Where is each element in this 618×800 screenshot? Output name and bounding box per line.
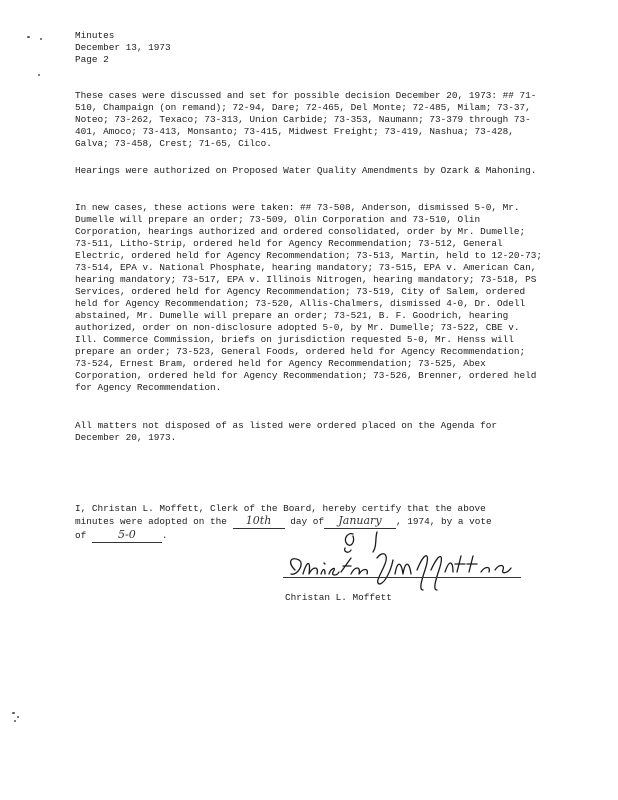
header-date: December 13, 1973 — [75, 42, 171, 53]
adoption-month-value: January — [338, 514, 382, 527]
signature-line — [283, 577, 521, 578]
adoption-day-value: 10th — [245, 514, 272, 527]
header-title: Minutes — [75, 30, 115, 41]
vote-value: 5-0 — [118, 528, 136, 541]
certification-text-d: of — [75, 530, 87, 541]
adoption-month-field — [324, 515, 396, 529]
document-header — [75, 30, 171, 66]
paragraph-cases-discussed: These cases were discussed and set for possible decision December 20, 1973: ## 71-510, Champaign (on remand); 72-94, Dare; 72-465, Del Monte; 72-485, Milam; 73-37, Noteo; 73-262, Texaco; 73-313, Union Carbide; 73-353, Naumann; 73-379 through 73-401, Amoco; 73-413, Monsanto; 73-415, Midwest Freight; 73-419, Nashua; 73-428, Galva; 73-458, Crest; 71-65, Cilco. — [75, 90, 537, 149]
certification-text-e: . — [161, 530, 168, 541]
paragraph-matters-agenda: All matters not disposed of as listed were ordered placed on the Agenda for December 20, 1973. — [75, 420, 497, 443]
paragraph-hearings-authorized: Hearings were authorized on Proposed Water Quality Amendments by Ozark & Mahoning. — [75, 165, 537, 176]
scan-speck — [40, 38, 42, 40]
certification-text-b: day of — [290, 516, 324, 527]
scan-speck — [38, 74, 40, 76]
signatory-name: Christan L. Moffett — [285, 592, 392, 603]
certification-text-c: , 1974, by a vote — [395, 516, 492, 527]
scan-speck — [27, 36, 30, 38]
scan-speck — [17, 716, 19, 718]
certification-line-2 — [75, 515, 555, 529]
certification-line-1: I, Christan L. Moffett, Clerk of the Board, hereby certify that the above — [75, 503, 486, 514]
certification-text-a: minutes were adopted on the — [75, 516, 227, 527]
paragraph-new-cases: In new cases, these actions were taken: ## 73-508, Anderson, dismissed 5-0, Mr. Dumelle will prepare an order; 73-509, Olin Corporation and 73-510, Olin Corporation, hearings authorized and ordered consolidated, order by Mr. Dumelle; 73-511, Litho-Strip, ordered held for Agency Recommendation; 73-512, General Electric, ordered held for Agency Recommendation; 73-513, Martin, held to 12-20-73; 73-514, EPA v. National Phosphate, hearing mandatory; 73-515, EPA v. American Can, hearing mandatory; 73-517, EPA v. Illinois Nitrogen, hearing mandatory; 73-518, PS Services, ordered held for Agency Recommendation; 73-519, City of Salem, ordered held for Agency Recommendation; 73-520, Allis-Chalmers, dismissed 4-0, Dr. Odell abstained, Mr. Dumelle will prepare an order; 73-521, B. F. Goodrich, hearing authorized, order on non-disclosure adopted 5-0, by Mr. Dumelle; 73-522, CBE v. Ill. Commerce Commission, briefs on jurisdiction requested 5-0, Mr. Henss will prepare an order; 73-523, General Foods, ordered held for Agency Recommendation; 73-524, Ernest Bram, ordered held for Agency Recommendation; 73-525, Abex Corporation, ordered held for Agency Recommendation; 73-526, Brenner, ordered held for Agency Recommendation. — [75, 202, 542, 393]
header-page-number: Page 2 — [75, 54, 109, 65]
scan-speck — [12, 712, 15, 714]
adoption-day-field — [233, 515, 285, 529]
vote-field — [92, 529, 162, 543]
scan-speck — [14, 720, 16, 722]
